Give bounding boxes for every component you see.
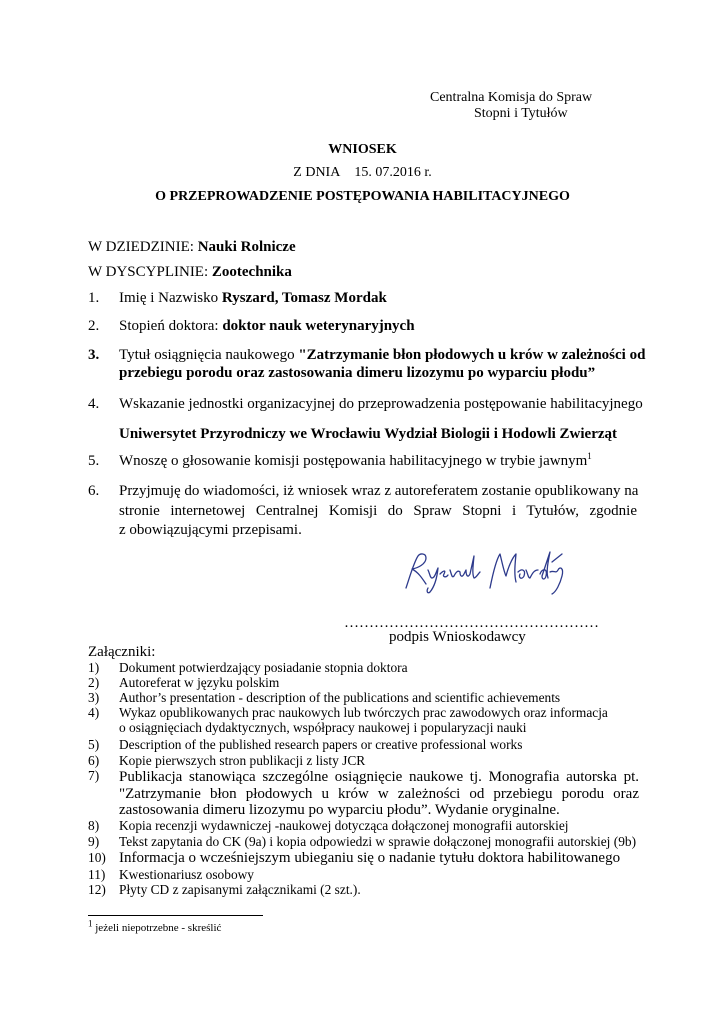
item-6-line-2: stronie internetowej Centralnej Komisji do Spraw Stopni i Tytułów, zgodnie xyxy=(119,503,637,519)
item-1-number: 1. xyxy=(88,290,100,306)
attachment-5: Description of the published research papers or creative professional works xyxy=(119,737,523,752)
item-3-line-1 xyxy=(119,346,645,364)
attachment-11-number: 11) xyxy=(88,867,106,882)
item-6-line-1: Przyjmuję do wiadomości, iż wniosek wraz z autoreferatem zostanie opublikowany na xyxy=(119,483,639,499)
item-2-number: 2. xyxy=(88,318,100,334)
date-value: 15. 07.2016 r. xyxy=(354,165,432,180)
footnote xyxy=(88,918,222,935)
attachment-3-number: 3) xyxy=(88,690,100,705)
discipline-line xyxy=(88,263,292,281)
discipline-label: W DYSCYPLINIE: xyxy=(88,264,209,280)
field-label: W DZIEDZINIE: xyxy=(88,239,194,255)
attachment-4-line-1: Wykaz opublikowanych prac naukowych lub twórczych prac zawodowych oraz informacja xyxy=(119,705,608,720)
item-5 xyxy=(119,452,592,470)
attachment-1-number: 1) xyxy=(88,660,100,675)
attachment-11: Kwestionariusz osobowy xyxy=(119,867,255,882)
signature-line: …………………………………………… xyxy=(344,615,599,631)
attachment-10: Informacja o wcześniejszym ubieganiu się o nadanie tytułu doktora habilitowanego xyxy=(119,850,621,866)
item-3-number: 3. xyxy=(88,347,100,363)
attachment-9-number: 9) xyxy=(88,834,100,849)
attachment-6-number: 6) xyxy=(88,753,100,768)
attachment-7-line-2: "Zatrzymanie błon płodowych u krów w zależności od przebiegu porodu oraz xyxy=(119,786,639,802)
attachments-heading: Załączniki: xyxy=(88,644,156,660)
attachment-7-line-3: zastosowania dimeru lizozymu po wyparciu płodu”. Wydanie oryginalne. xyxy=(119,802,560,818)
item-4-unit: Uniwersytet Przyrodniczy we Wrocławiu Wydział Biologii i Hodowli Zwierząt xyxy=(119,426,618,442)
item-1 xyxy=(119,289,387,307)
attachment-7-number: 7) xyxy=(88,768,100,783)
item-2 xyxy=(119,317,415,335)
item-3-value-2: przebiegu porodu oraz zastosowania dimeru lizozymu po wyparciu płodu” xyxy=(119,365,596,381)
attachment-5-number: 5) xyxy=(88,737,100,752)
item-1-value: Ryszard, Tomasz Mordak xyxy=(221,290,387,306)
item-4-text: Wskazanie jednostki organizacyjnej do przeprowadzenia postępowanie habilitacyjnego xyxy=(119,396,643,412)
footnote-text: jeżeli niepotrzebne - skreślić xyxy=(95,922,222,934)
document-subject: O PRZEPROWADZENIE POSTĘPOWANIA HABILITACYJNEGO xyxy=(155,189,570,204)
attachment-4-line-2: o osiągnięciach dydaktycznych, współpracy naukowej i popularyzacji nauki xyxy=(119,720,527,735)
attachment-2: Autoreferat w języku polskim xyxy=(119,675,280,690)
attachment-8-number: 8) xyxy=(88,818,100,833)
attachment-4-number: 4) xyxy=(88,705,100,720)
attachment-3: Author’s presentation - description of the publications and scientific achievements xyxy=(119,690,561,705)
discipline-value: Zootechnika xyxy=(211,264,292,280)
item-6-line-3: z obowiązującymi przepisami. xyxy=(119,522,302,538)
item-5-text: Wnoszę o głosowanie komisji postępowania habilitacyjnego w trybie jawnym xyxy=(119,453,588,469)
handwritten-signature xyxy=(400,548,570,596)
attachment-9: Tekst zapytania do CK (9a) i kopia odpowiedzi w sprawie dołączonej monografii autorskiej (9b) xyxy=(119,834,637,849)
document-title: WNIOSEK xyxy=(328,142,397,157)
item-5-number: 5. xyxy=(88,453,100,469)
item-2-label: Stopień doktora: xyxy=(119,318,219,334)
attachment-10-number: 10) xyxy=(88,850,106,865)
recipient-line-2: Stopni i Tytułów xyxy=(474,106,568,121)
attachment-7-line-1: Publikacja stanowiąca szczególne osiągnięcie naukowe tj. Monografia autorska pt. xyxy=(119,769,639,785)
attachment-12-number: 12) xyxy=(88,882,106,897)
document-date xyxy=(0,164,725,181)
date-label: Z DNIA xyxy=(293,165,341,180)
signature-caption: podpis Wnioskodawcy xyxy=(389,629,526,645)
recipient-line-1: Centralna Komisja do Spraw xyxy=(430,90,593,105)
field-value: Nauki Rolnicze xyxy=(197,239,296,255)
attachment-6: Kopie pierwszych stron publikacji z listy JCR xyxy=(119,753,366,768)
attachment-12: Płyty CD z zapisanymi załącznikami (2 szt.). xyxy=(119,882,361,897)
item-6-number: 6. xyxy=(88,483,100,499)
footnote-reference: 1 xyxy=(587,451,592,461)
attachment-8: Kopia recenzji wydawniczej -naukowej dotycząca dołączonej monografii autorskiej xyxy=(119,818,569,833)
field-line xyxy=(88,238,296,256)
attachment-2-number: 2) xyxy=(88,675,100,690)
item-1-label: Imię i Nazwisko xyxy=(119,290,219,306)
footnote-separator xyxy=(88,915,263,916)
attachment-1: Dokument potwierdzający posiadanie stopnia doktora xyxy=(119,660,408,675)
item-3-value-1: "Zatrzymanie błon płodowych u krów w zależności od xyxy=(298,347,646,363)
item-4-number: 4. xyxy=(88,396,100,412)
item-2-value: doktor nauk weterynaryjnych xyxy=(222,318,415,334)
footnote-mark: 1 xyxy=(88,918,93,929)
item-3-label: Tytuł osiągnięcia naukowego xyxy=(119,347,295,363)
